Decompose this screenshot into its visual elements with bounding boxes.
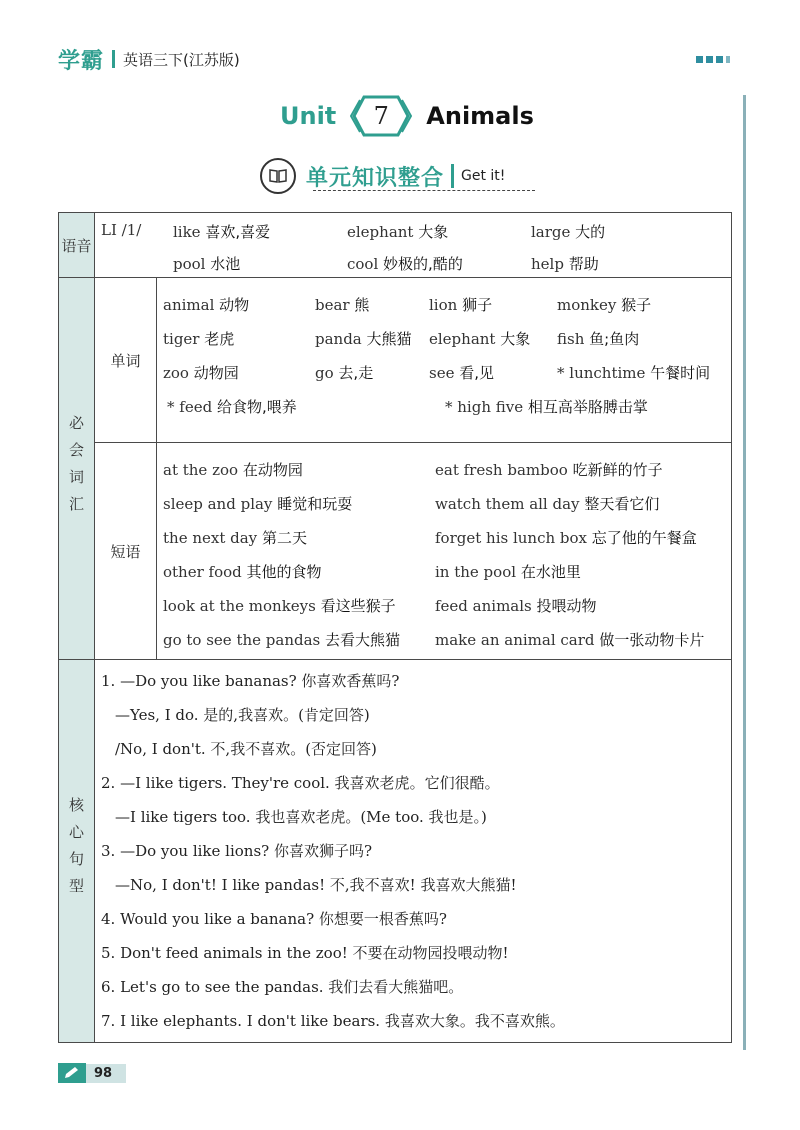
list-item: at the zoo 在动物园 [163, 461, 303, 479]
list-item: bear 熊 [315, 296, 370, 314]
phrases-row [59, 443, 732, 660]
sentence-line: 5. Don't feed animals in the zoo! 不要在动物园投喂动物! [101, 944, 509, 962]
book-title: 英语三下(江苏版) [123, 50, 240, 69]
list-item: panda 大熊猫 [315, 330, 412, 348]
sentence-line: —I like tigers too. 我也喜欢老虎。(Me too. 我也是。) [115, 808, 487, 826]
sentence-line: 6. Let's go to see the pandas. 我们去看大熊猫吧。 [101, 978, 464, 996]
sentence-line: —Yes, I do. 是的,我喜欢。(肯定回答) [115, 706, 370, 724]
knowledge-table [58, 212, 732, 1043]
words-grid [157, 278, 731, 442]
section-divider [451, 164, 454, 188]
list-item: large 大的 [531, 223, 606, 241]
header-decoration [696, 56, 730, 63]
phonics-label: 语音 [59, 213, 95, 278]
list-item: cool 妙极的,酷的 [347, 255, 463, 273]
sentence-line: /No, I don't. 不,我不喜欢。(否定回答) [115, 740, 377, 758]
section-tag: Get it! [461, 168, 506, 184]
phonics-sound: LI /1/ [101, 221, 142, 239]
unit-number-badge [350, 94, 412, 138]
list-item: sleep and play 睡觉和玩耍 [163, 495, 353, 513]
words-cell [157, 278, 732, 443]
list-item: pool 水池 [173, 255, 241, 273]
words-row [59, 278, 732, 443]
list-item: see 看,见 [429, 364, 495, 382]
list-item: look at the monkeys 看这些猴子 [163, 597, 396, 615]
sentence-line: 7. I like elephants. I don't like bears. 我喜欢大象。我不喜欢熊。 [101, 1012, 565, 1030]
list-item: go 去,走 [315, 364, 374, 382]
sentence-line: 4. Would you like a banana? 你想要一根香蕉吗? [101, 910, 447, 928]
unit-number: 7 [373, 102, 389, 130]
list-item: the next day 第二天 [163, 529, 307, 547]
list-item: feed animals 投喂动物 [435, 597, 597, 615]
list-item: help 帮助 [531, 255, 599, 273]
sentence-line: —No, I don't! I like pandas! 不,我不喜欢! 我喜欢大熊猫! [115, 876, 517, 894]
unit-name: Animals [426, 102, 534, 130]
page-number: 98 [86, 1064, 126, 1083]
list-item: other food 其他的食物 [163, 563, 322, 581]
phonics-cell [95, 213, 732, 278]
list-item: * lunchtime 午餐时间 [557, 364, 711, 382]
sentences-list [95, 660, 731, 1042]
phrases-label: 短语 [95, 443, 157, 660]
sentence-line: 3. —Do you like lions? 你喜欢狮子吗? [101, 842, 373, 860]
list-item: fish 鱼;鱼肉 [557, 330, 640, 348]
words-label: 单词 [95, 278, 157, 443]
list-item: monkey 猴子 [557, 296, 652, 314]
list-item: elephant 大象 [429, 330, 531, 348]
page-header [58, 44, 240, 74]
sentences-row [59, 660, 732, 1043]
list-item: elephant 大象 [347, 223, 449, 241]
list-item: * high five 相互高举胳膊击掌 [445, 398, 648, 416]
list-item: in the pool 在水池里 [435, 563, 581, 581]
list-item: * feed 给食物,喂养 [167, 398, 297, 416]
list-item: eat fresh bamboo 吃新鲜的竹子 [435, 461, 663, 479]
phrases-grid [157, 443, 731, 659]
header-divider [112, 50, 115, 68]
list-item: watch them all day 整天看它们 [435, 495, 660, 513]
list-item: forget his lunch box 忘了他的午餐盒 [435, 529, 697, 547]
list-item: lion 狮子 [429, 296, 493, 314]
list-item: go to see the pandas 去看大熊猫 [163, 631, 401, 649]
sentences-label: 核心句型 [59, 660, 95, 1043]
unit-title [280, 92, 534, 140]
sentences-cell [95, 660, 732, 1043]
sentence-line: 2. —I like tigers. They're cool. 我喜欢老虎。它们很酷。 [101, 774, 500, 792]
brand-logo: 学霸 [58, 48, 105, 74]
list-item: tiger 老虎 [163, 330, 235, 348]
list-item: zoo 动物园 [163, 364, 239, 382]
book-icon [260, 158, 296, 194]
list-item: like 喜欢,喜爱 [173, 223, 271, 241]
vocab-label: 必会词汇 [59, 278, 95, 660]
pencil-icon [58, 1063, 86, 1083]
list-item: animal 动物 [163, 296, 250, 314]
sentence-line: 1. —Do you like bananas? 你喜欢香蕉吗? [101, 672, 400, 690]
unit-label: Unit [280, 102, 337, 130]
section-heading: 单元知识整合 [306, 165, 445, 191]
page-edge-bar [743, 95, 746, 1050]
page-footer [58, 1063, 126, 1083]
list-item: make an animal card 做一张动物卡片 [435, 631, 705, 649]
phrases-cell [157, 443, 732, 660]
section-underline [313, 190, 535, 191]
phonics-row [59, 213, 732, 278]
